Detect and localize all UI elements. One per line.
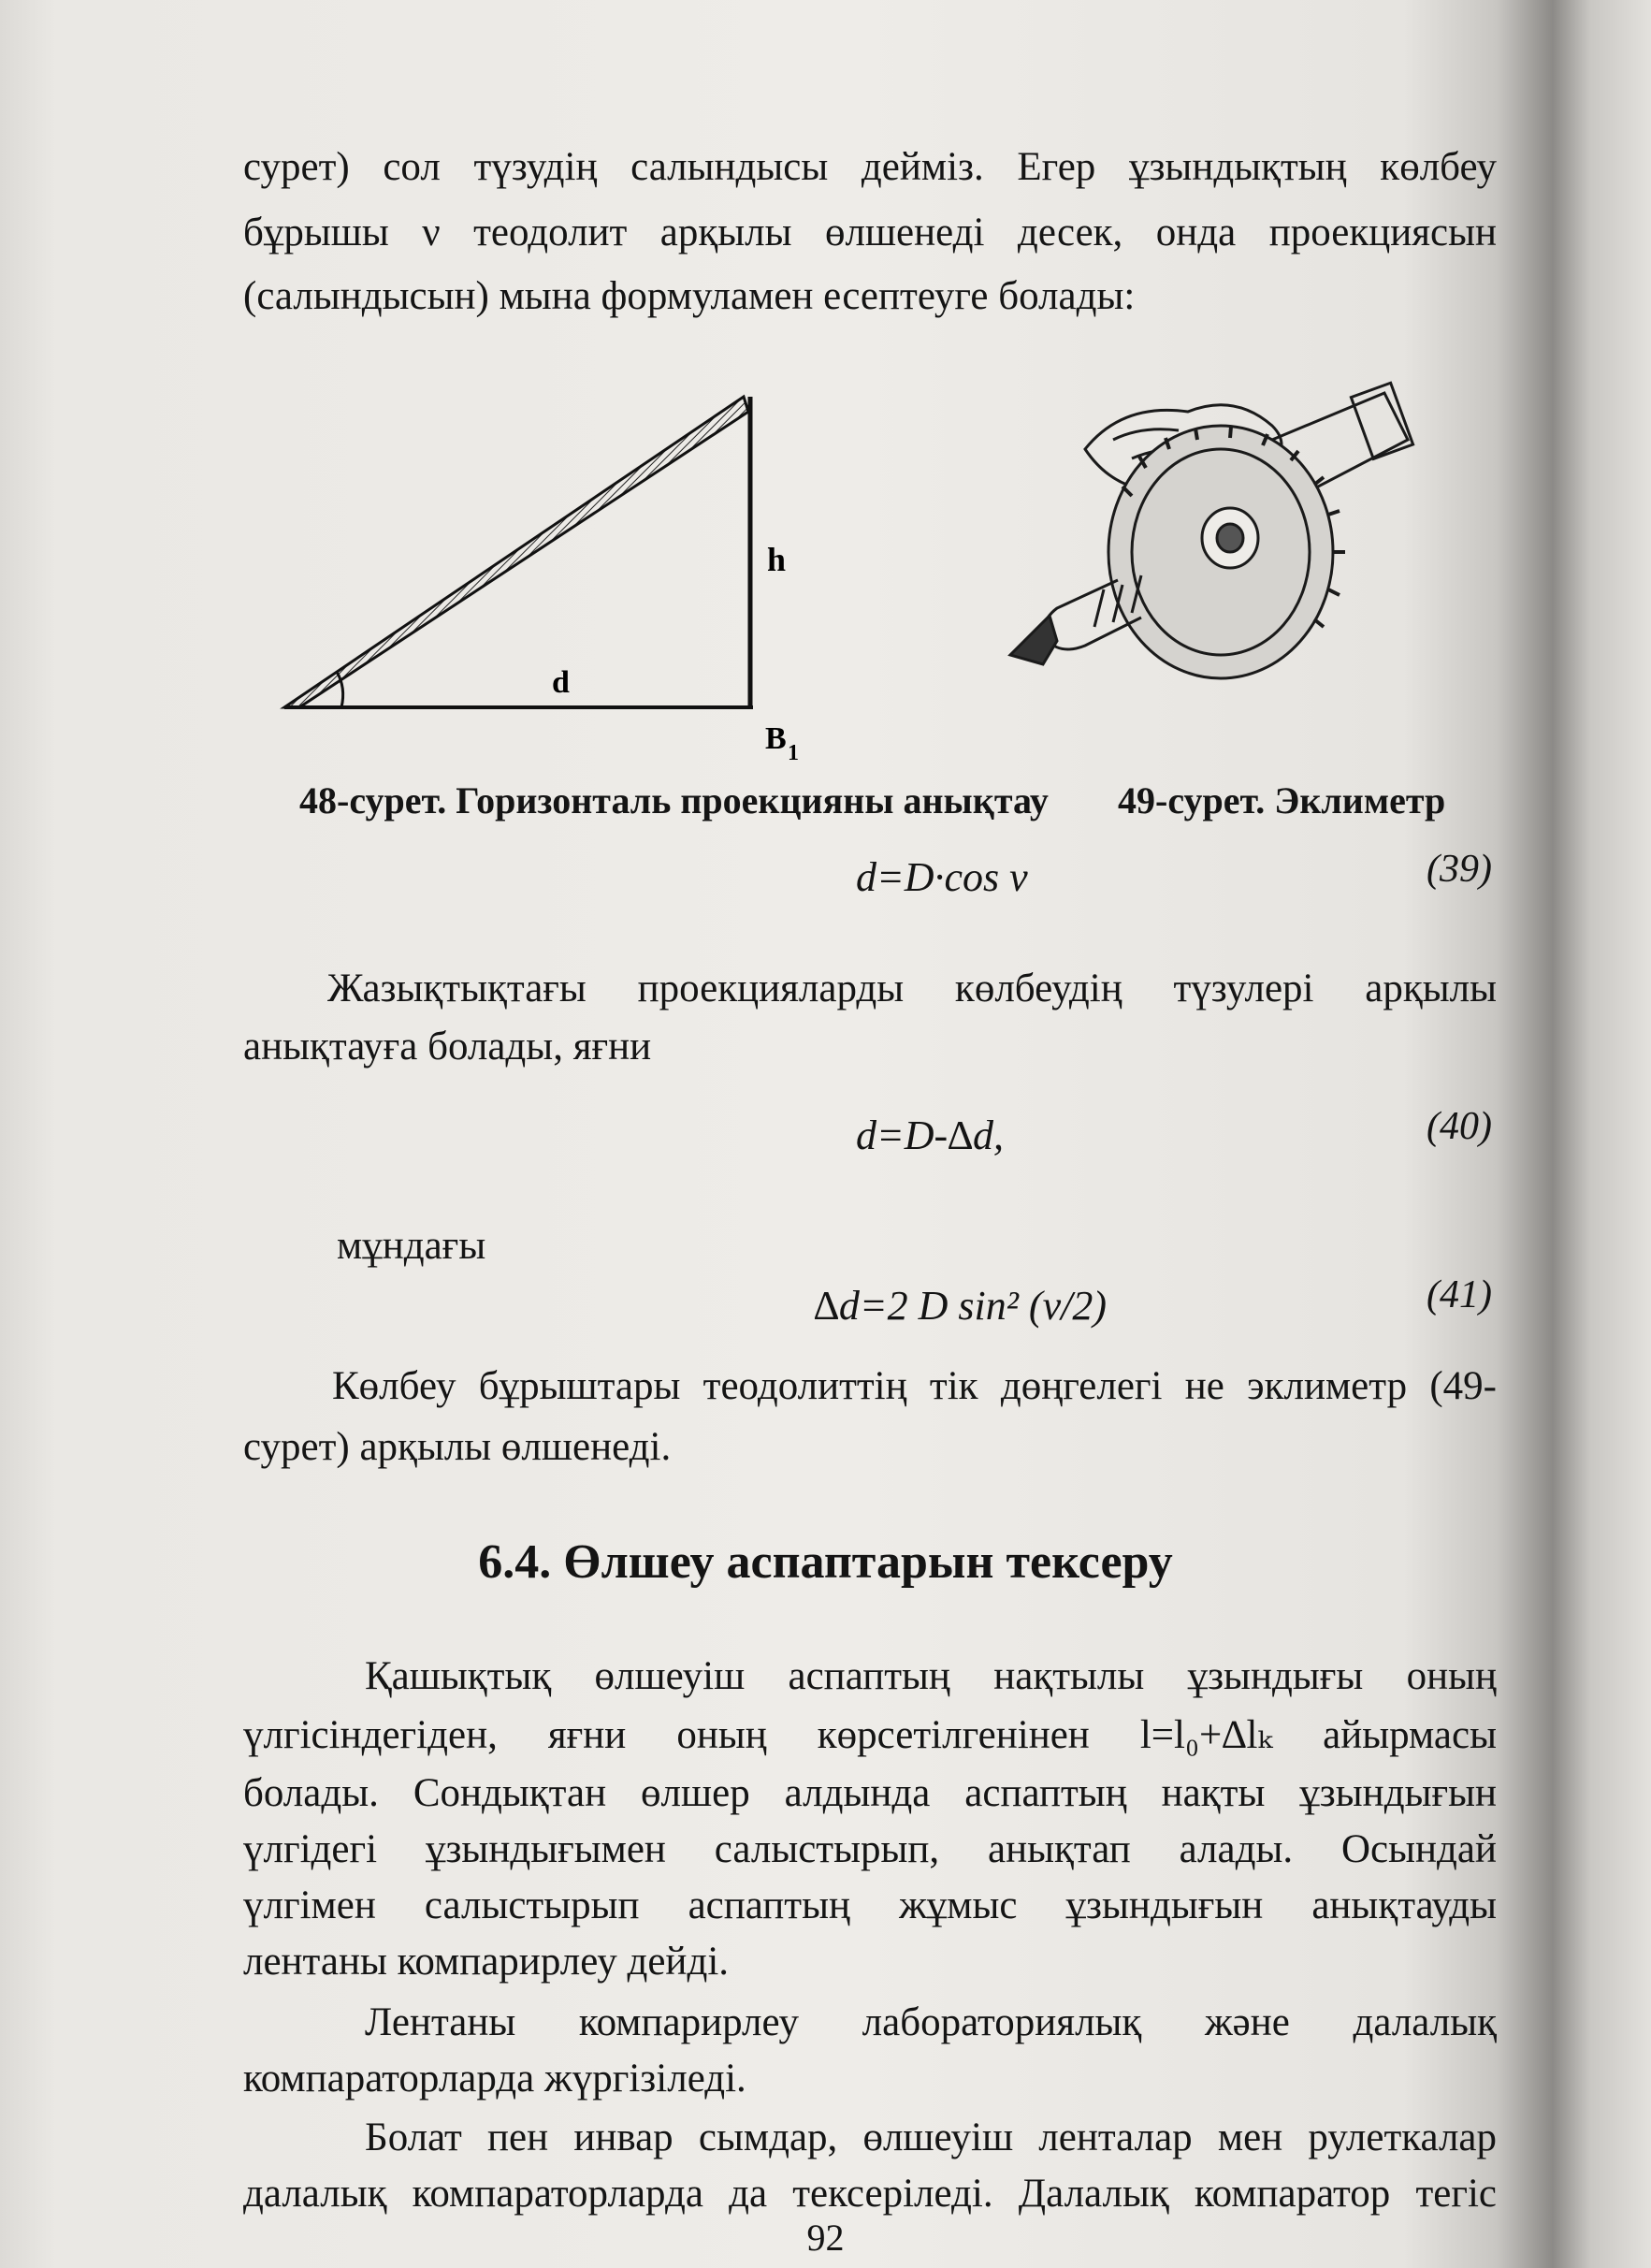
paragraph-line: далалық компараторларда да тексеріледі. Далалық компаратор тегіс <box>243 2172 1497 2216</box>
formula-40: d=D-∆d, <box>856 1112 1005 1158</box>
paragraph-line: Болат пен инвар сымдар, өлшеуіш ленталар мен рулеткалар <box>365 2115 1497 2159</box>
paragraph-line: үлгісіндегіден, яғни оның көрсетілгенінен l=l₀+∆lₖ айырмасы <box>243 1713 1497 1757</box>
paragraph-line: анықтауға болады, яғни <box>243 1025 652 1069</box>
figure-49-caption: 49-сурет. Эклиметр <box>1118 779 1446 821</box>
paragraph-line: лентаны компарирлеу дейді. <box>243 1940 730 1984</box>
paragraph-line: үлгідегі ұзындығымен салыстырып, анықтап алады. Осындай <box>243 1827 1497 1871</box>
label-b1-subscript: 1 <box>788 741 799 765</box>
paragraph-line: болады. Сондықтан өлшер алдында аспаптың нақты ұзындығын <box>243 1771 1497 1815</box>
equation-number-39: (39) <box>1427 848 1492 891</box>
formula-39: d=D·cos ν <box>856 854 1028 900</box>
label-d: d <box>552 665 570 700</box>
paragraph-line: сурет) арқылы өлшенеді. <box>243 1425 672 1469</box>
label-b1: B <box>765 721 787 756</box>
section-heading: 6.4. Өлшеу аспаптарын тексеру <box>478 1535 1173 1589</box>
paragraph-line: (салындысын) мына формуламен есептеуге болады: <box>243 274 1136 318</box>
paragraph-line: Көлбеу бұрыштары теодолиттің тік дөңгелегі не эклиметр (49- <box>332 1364 1497 1408</box>
figure-48-triangle <box>271 384 799 777</box>
equation-number-40: (40) <box>1427 1105 1492 1148</box>
paragraph-line: үлгімен салыстырып аспаптың жұмыс ұзындығын анықтауды <box>243 1883 1497 1927</box>
paragraph-line: бұрышы ν теодолит арқылы өлшенеді десек, онда проекциясын <box>243 211 1497 254</box>
paragraph-line: Лентаны компарирлеу лабораториялық және далалық <box>365 2000 1497 2044</box>
page-number: 92 <box>806 2217 845 2259</box>
paragraph-line: компараторларда жүргізіледі. <box>243 2057 746 2101</box>
hatched-slope <box>284 397 748 707</box>
equation-number-41: (41) <box>1427 1273 1492 1316</box>
paragraph-line: сурет) сол түзудің салындысы дейміз. Егер ұзындықтың көлбеу <box>243 145 1497 189</box>
paragraph-line: Жазықтықтағы проекцияларды көлбеудің түзулері арқылы <box>327 967 1497 1010</box>
figure-49-eclimeter <box>992 374 1431 692</box>
figure-48-caption: 48-сурет. Горизонталь проекцияны анықтау <box>299 779 1049 821</box>
label-h: h <box>767 541 787 578</box>
formula-41: ∆d=2 D sin² (ν/2) <box>814 1283 1107 1329</box>
where-label: мұндағы <box>337 1224 486 1268</box>
paragraph-line: Қашықтық өлшеуіш аспаптың нақтылы ұзындығы оның <box>365 1654 1497 1698</box>
